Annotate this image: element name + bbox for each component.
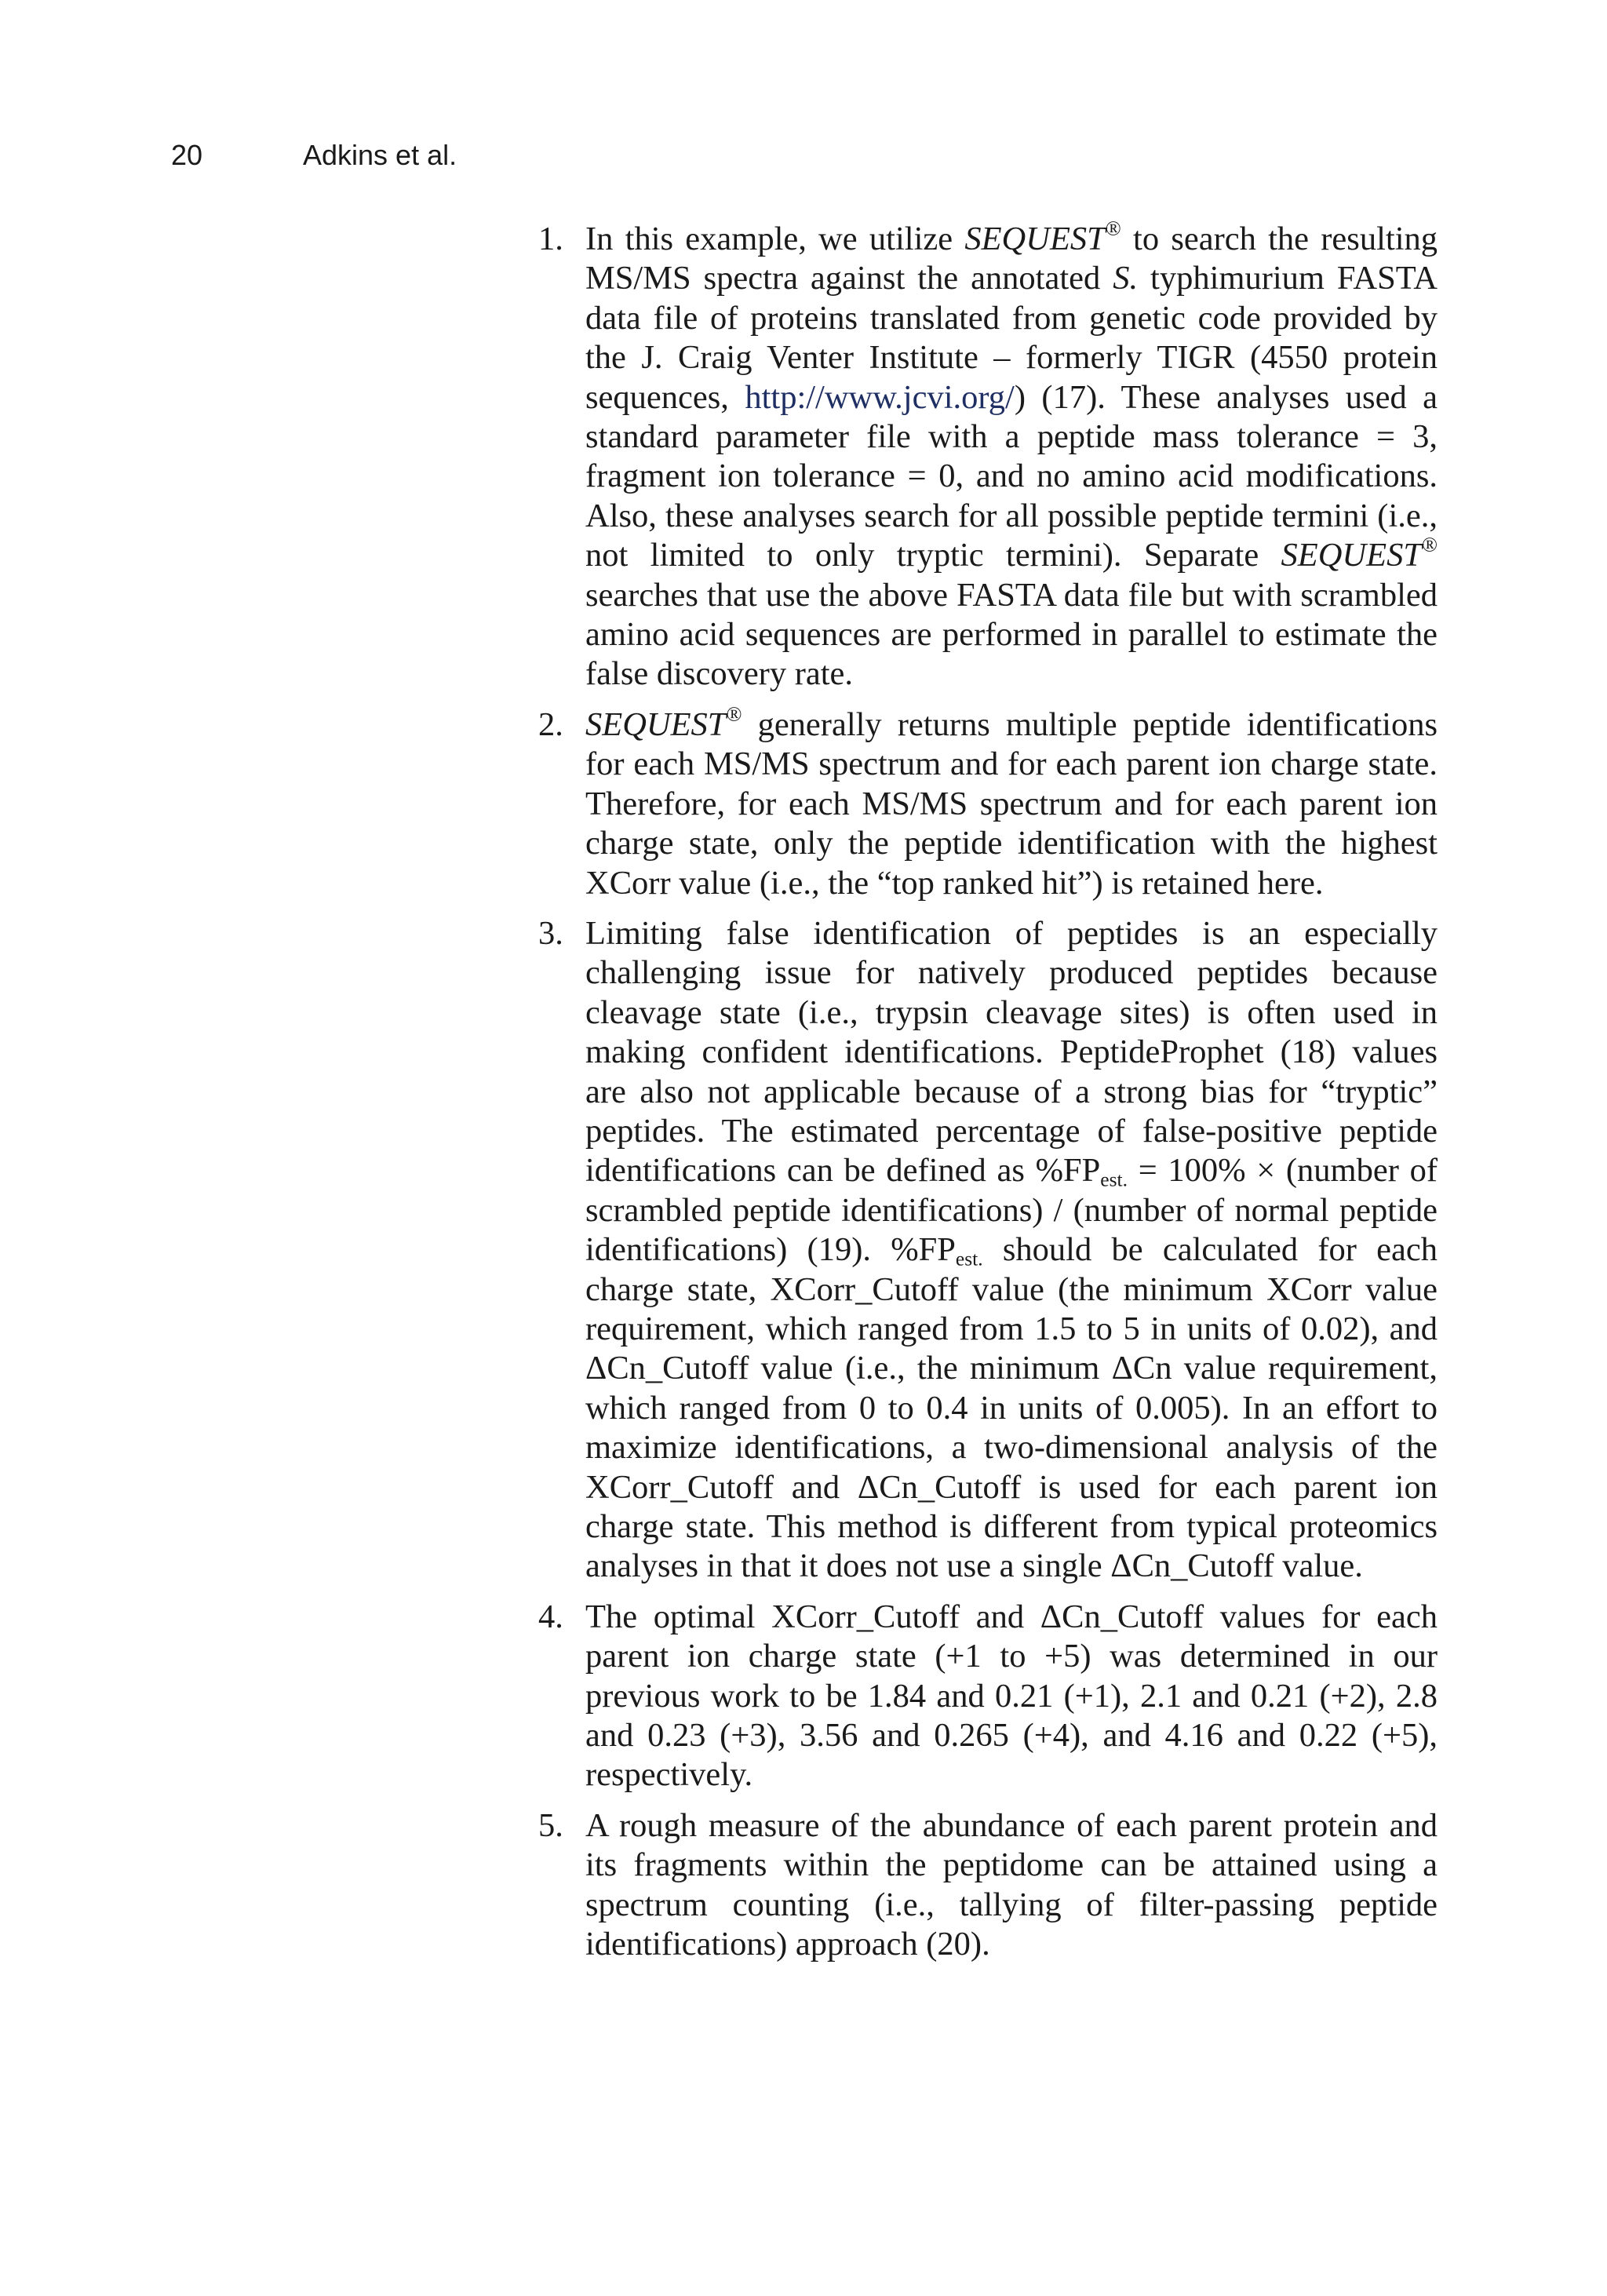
note-number: 5.	[538, 1806, 563, 1844]
note-number: 3.	[538, 914, 563, 952]
note-text	[585, 217, 1438, 694]
note-text-segment: ®	[1105, 217, 1121, 240]
note-text-segment: est.	[1100, 1168, 1128, 1191]
note-text-segment: SEQUEST	[585, 705, 727, 743]
note-text-segment: In this example, we utilize	[585, 220, 965, 257]
running-header	[171, 140, 457, 171]
note-text-segment: SEQUEST	[1281, 537, 1422, 574]
note-text-segment: The optimal XCorr_Cutoff and ΔCn_Cutoff values for each parent ion charge state (+1 to +5) was determined in our previous work to be 1.84 and 0.21 (+1), 2.1 and 0.21 (+2), 2.8 and 0.23 (+3), 3.56 and 0.265 (+4), and 4.16 and 0.22 (+5), respectively.	[585, 1598, 1438, 1794]
note-number: 2.	[538, 705, 563, 743]
note-item	[538, 217, 1438, 694]
running-title: Adkins et al.	[303, 139, 457, 171]
note-text-segment: to search the resulting MS/MS spectra against the annotated	[585, 220, 1438, 297]
note-text	[585, 702, 1438, 903]
note-text-segment: searches that use the above FASTA data file but with scrambled amino acid sequences are performed in parallel to estimate the false discovery rate.	[585, 576, 1438, 693]
page-number: 20	[171, 139, 203, 171]
note-text-segment: ) (17). These analyses used a standard parameter file with a peptide mass tolerance = 3, fragment ion tolerance = 0, and no amino acid modifications. Also, these analyses search for all possible peptide termini (i.e., not limited to only tryptic termini). Separate	[585, 378, 1438, 574]
note-text-segment: ®	[726, 702, 742, 726]
note-text-segment: ®	[1421, 533, 1438, 556]
note-number: 4.	[538, 1598, 563, 1635]
note-text-segment: S.	[1113, 260, 1139, 297]
note-item	[538, 914, 1438, 1587]
note-item	[538, 1598, 1438, 1795]
note-text-segment: Limiting false identification of peptides is an especially challenging issue for natively produced peptides because cleavage state (i.e., trypsin cleavage sites) is often used in making confident identifications. PeptideProphet (18) values are also not applicable because of a strong bias for “tryptic” peptides. The estimated percentage of false-positive peptide identifications can be defined as %FP	[585, 914, 1438, 1190]
note-text-segment: = 100% × (number of scrambled peptide identifications) / (number of normal peptide identifications) (19). %FP	[585, 1152, 1438, 1269]
note-link[interactable]: http://www.jcvi.org/	[745, 378, 1015, 416]
note-text-segment: typhimurium FASTA data file of proteins translated from genetic code provided by the J. Craig Venter Institute – formerly TIGR (4550 protein sequences,	[585, 260, 1438, 416]
note-item	[538, 1806, 1438, 1965]
notes-list	[538, 217, 1438, 1975]
note-text-segment: A rough measure of the abundance of each parent protein and its fragments within the peptidome can be attained using a spectrum counting (i.e., tallying of filter-passing peptide identifications) approach (20).	[585, 1806, 1438, 1963]
note-text	[585, 1806, 1438, 1965]
note-text	[585, 1598, 1438, 1795]
note-text-segment: should be calculated for each charge state, XCorr_Cutoff value (the minimum XCorr value requirement, which ranged from 1.5 to 5 in units of 0.02), and ΔCn_Cutoff value (i.e., the minimum ΔCn value requirement, which ranged from 0 to 0.4 in units of 0.005). In an effort to maximize identifications, a two-dimensional analysis of the XCorr_Cutoff and ΔCn_Cutoff is used for each parent ion charge state. This method is different from typical proteomics analyses in that it does not use a single ΔCn_Cutoff value.	[585, 1231, 1438, 1585]
note-text-segment: SEQUEST	[964, 220, 1106, 257]
note-number: 1.	[538, 220, 563, 257]
note-item	[538, 702, 1438, 903]
note-text-segment: est.	[955, 1247, 983, 1270]
note-text	[585, 914, 1438, 1587]
note-text-segment: generally returns multiple peptide identifications for each MS/MS spectrum and for each parent ion charge state. Therefore, for each MS/MS spectrum and for each parent ion charge state, only the peptide identification with the highest XCorr value (i.e., the “top ranked hit”) is retained here.	[585, 705, 1438, 902]
